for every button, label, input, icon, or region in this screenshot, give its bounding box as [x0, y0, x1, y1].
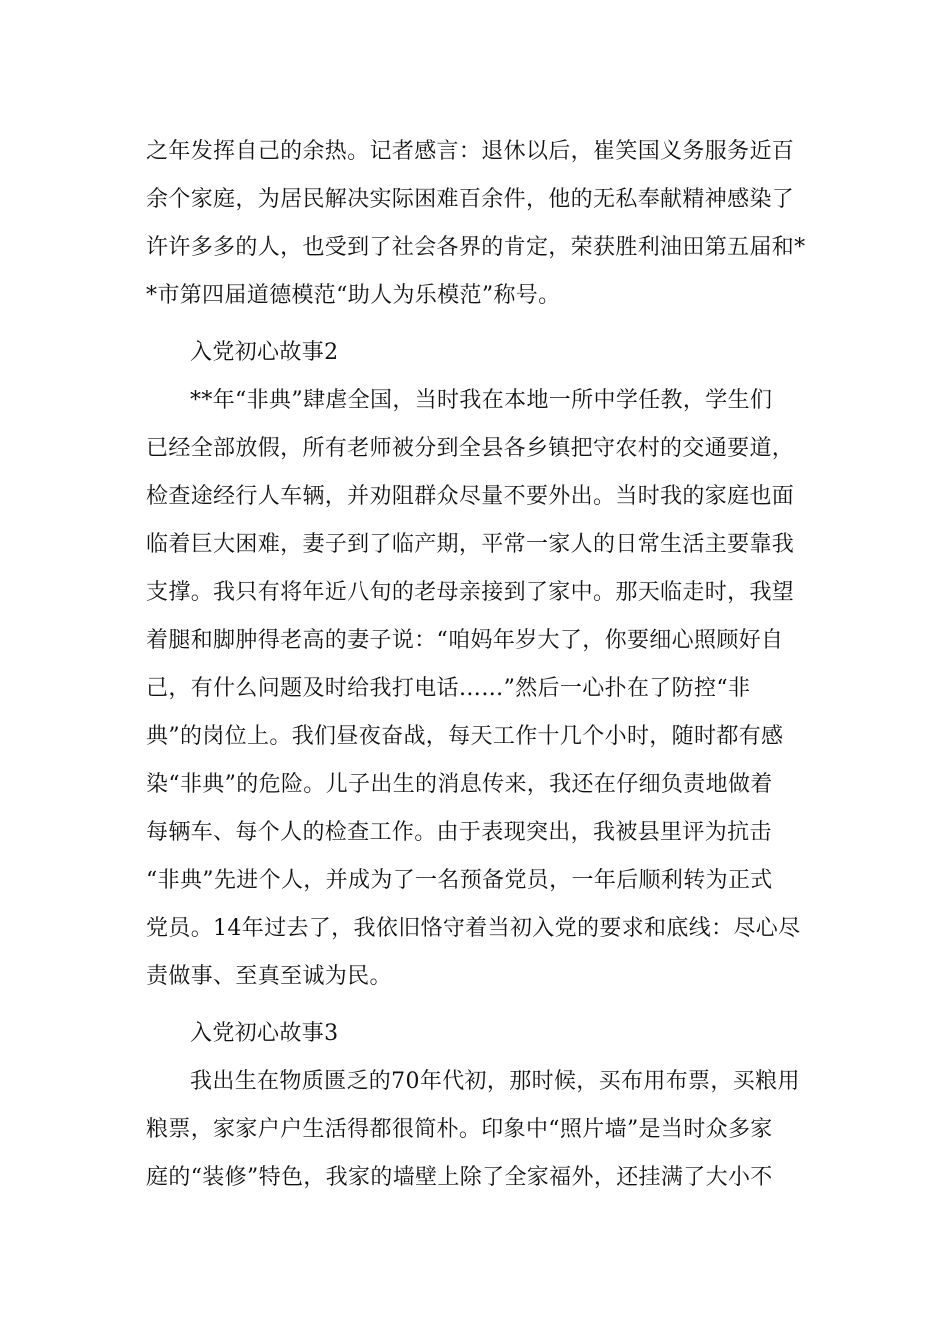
text-line-16: “非典”先进个人，并成为了一名预备党员，一年后顺利转为正式 [146, 868, 773, 893]
text-line-18: 责做事、至真至诚为民。 [146, 964, 392, 989]
text-line-8: 检查途经行人车辆，并劝阻群众尽量不要外出。当时我的家庭也面 [146, 484, 795, 509]
text-line-7: 已经全部放假，所有老师被分到全县各乡镇把守农村的交通要道， [146, 436, 795, 461]
text-line-22: 庭的“装修”特色，我家的墙壁上除了全家福外，还挂满了大小不 [146, 1165, 773, 1190]
text-line-3: 许许多多的人，也受到了社会各界的肯定，荣获胜利油田第五届和* [146, 235, 806, 260]
text-line-21: 粮票，家家户户生活得都很简朴。印象中“照片墙”是当时众多家 [146, 1117, 773, 1142]
text-line-17: 党员。14年过去了，我依旧恪守着当初入党的要求和底线：尽心尽 [146, 916, 801, 941]
text-line-1: 之年发挥自己的余热。记者感言：退休以后，崔笑国义务服务近百 [146, 139, 795, 164]
text-line-6: **年“非典”肆虐全国，当时我在本地一所中学任教，学生们 [190, 388, 773, 413]
text-line-12: 己，有什么问题及时给我打电话……”然后一心扑在了防控“非 [146, 676, 751, 701]
text-line-4: *市第四届道德模范“助人为乐模范”称号。 [146, 283, 561, 308]
text-line-13: 典”的岗位上。我们昼夜奋战，每天工作十几个小时，随时都有感 [146, 724, 784, 749]
text-line-9: 临着巨大困难，妻子到了临产期，平常一家人的日常生活主要靠我 [146, 532, 795, 557]
text-line-10: 支撑。我只有将年近八旬的老母亲接到了家中。那天临走时，我望 [146, 580, 795, 605]
text-line-2: 余个家庭，为居民解决实际困难百余件，他的无私奉献精神感染了 [146, 187, 795, 212]
text-line-15: 每辆车、每个人的检查工作。由于表现突出，我被县里评为抗击 [146, 820, 772, 845]
text-line-11: 着腿和脚肿得老高的妻子说：“咱妈年岁大了，你要细心照顾好自 [146, 628, 784, 653]
text-line-14: 染“非典”的危险。儿子出生的消息传来，我还在仔细负责地做着 [146, 772, 773, 797]
text-line-20: 我出生在物质匮乏的70年代初，那时候，买布用布票，买粮用 [190, 1069, 800, 1094]
section-heading-3: 入党初心故事3 [190, 1021, 339, 1046]
section-heading-2: 入党初心故事2 [190, 340, 339, 365]
